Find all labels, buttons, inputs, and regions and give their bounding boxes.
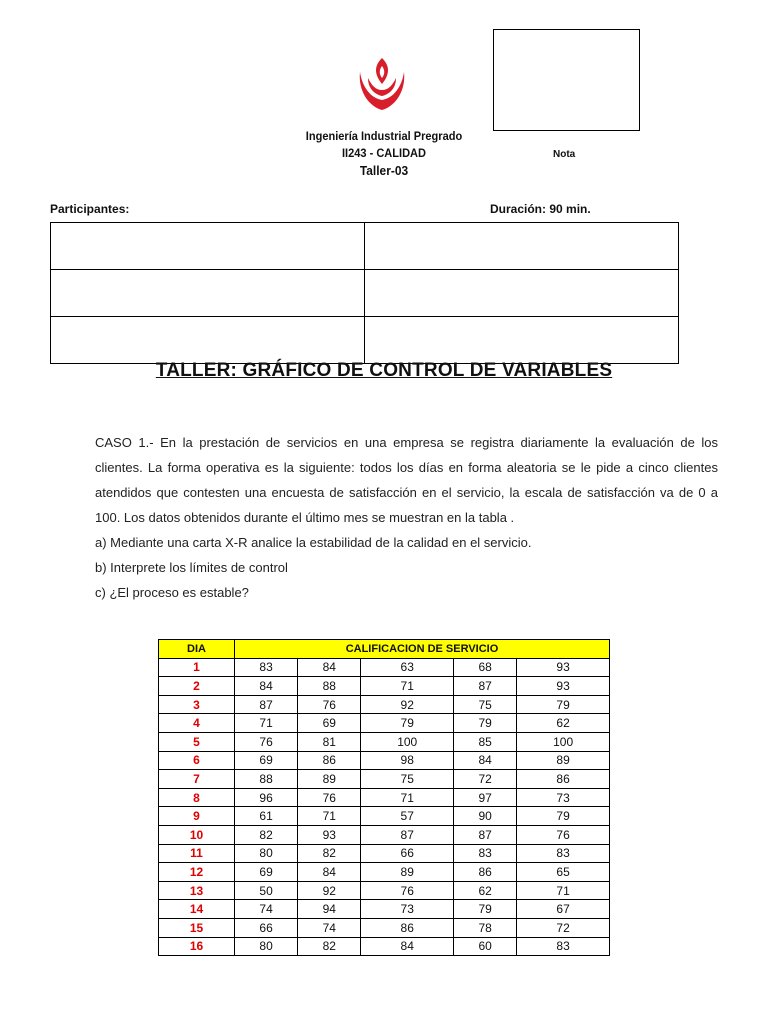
- day-cell: 7: [159, 770, 235, 789]
- rating-cell: 83: [517, 844, 610, 863]
- workshop-number: Taller-03: [359, 163, 409, 178]
- rating-cell: 71: [361, 677, 454, 696]
- rating-cell: 74: [235, 900, 298, 919]
- table-row: [159, 918, 610, 937]
- rating-cell: 74: [298, 918, 361, 937]
- table-row: [159, 881, 610, 900]
- rating-cell: 79: [517, 695, 610, 714]
- case-paragraph: CASO 1.- En la prestación de servicios en una empresa se registra diariamente la evaluación de los clientes. La forma operativa es la siguiente: todos los días en forma aleatoria se le pide a cinco clientes atendidos que contesten una encuesta de satisfacción en el servicio, la escala de satisfacción va de 0 a 100. Los datos obtenidos durante el último mes se muestran en la tabla .: [95, 435, 718, 525]
- rating-cell: 88: [298, 677, 361, 696]
- rating-cell: 83: [454, 844, 517, 863]
- column-header-dia: DIA: [159, 640, 235, 659]
- university-logo-icon: [354, 56, 410, 112]
- rating-cell: 87: [454, 825, 517, 844]
- rating-cell: 80: [235, 937, 298, 956]
- rating-cell: 89: [517, 751, 610, 770]
- rating-cell: 73: [517, 788, 610, 807]
- rating-cell: 89: [298, 770, 361, 789]
- rating-cell: 73: [361, 900, 454, 919]
- day-cell: 2: [159, 677, 235, 696]
- day-cell: 9: [159, 807, 235, 826]
- rating-cell: 88: [235, 770, 298, 789]
- rating-cell: 90: [454, 807, 517, 826]
- rating-cell: 86: [454, 863, 517, 882]
- rating-cell: 87: [454, 677, 517, 696]
- rating-cell: 87: [235, 695, 298, 714]
- rating-cell: 86: [361, 918, 454, 937]
- rating-cell: 66: [361, 844, 454, 863]
- rating-cell: 80: [235, 844, 298, 863]
- table-row: [159, 732, 610, 751]
- case-description: [95, 430, 718, 605]
- day-cell: 12: [159, 863, 235, 882]
- rating-cell: 65: [517, 863, 610, 882]
- rating-cell: 98: [361, 751, 454, 770]
- participant-field[interactable]: [51, 270, 365, 317]
- rating-cell: 69: [298, 714, 361, 733]
- program-name: Ingeniería Industrial Pregrado: [305, 129, 463, 143]
- table-row: [159, 937, 610, 956]
- question-c: c) ¿El proceso es estable?: [95, 585, 249, 600]
- day-cell: 16: [159, 937, 235, 956]
- day-cell: 3: [159, 695, 235, 714]
- rating-cell: 68: [454, 658, 517, 677]
- rating-cell: 76: [517, 825, 610, 844]
- rating-cell: 75: [361, 770, 454, 789]
- day-cell: 5: [159, 732, 235, 751]
- rating-cell: 78: [454, 918, 517, 937]
- rating-cell: 84: [298, 863, 361, 882]
- rating-cell: 71: [298, 807, 361, 826]
- rating-cell: 89: [361, 863, 454, 882]
- question-b: b) Interprete los límites de control: [95, 560, 288, 575]
- rating-cell: 57: [361, 807, 454, 826]
- rating-cell: 93: [517, 658, 610, 677]
- rating-cell: 66: [235, 918, 298, 937]
- rating-cell: 86: [298, 751, 361, 770]
- rating-cell: 67: [517, 900, 610, 919]
- table-row: [159, 788, 610, 807]
- rating-cell: 76: [235, 732, 298, 751]
- table-row: [159, 825, 610, 844]
- table-row: [159, 751, 610, 770]
- participants-table: [50, 222, 679, 364]
- day-cell: 11: [159, 844, 235, 863]
- rating-cell: 85: [454, 732, 517, 751]
- rating-cell: 69: [235, 863, 298, 882]
- grade-box[interactable]: [493, 29, 640, 131]
- rating-cell: 75: [454, 695, 517, 714]
- participant-field[interactable]: [365, 270, 679, 317]
- rating-cell: 76: [298, 695, 361, 714]
- rating-cell: 71: [235, 714, 298, 733]
- rating-cell: 76: [298, 788, 361, 807]
- participant-field[interactable]: [365, 223, 679, 270]
- rating-cell: 100: [517, 732, 610, 751]
- rating-cell: 96: [235, 788, 298, 807]
- rating-cell: 92: [298, 881, 361, 900]
- rating-cell: 83: [517, 937, 610, 956]
- service-rating-table: [158, 639, 610, 956]
- rating-cell: 71: [517, 881, 610, 900]
- day-cell: 10: [159, 825, 235, 844]
- duration-label: Duración: 90 min.: [490, 202, 591, 216]
- day-cell: 8: [159, 788, 235, 807]
- rating-cell: 82: [298, 937, 361, 956]
- rating-cell: 79: [361, 714, 454, 733]
- column-header-calificacion: CALIFICACION DE SERVICIO: [235, 640, 610, 659]
- rating-cell: 69: [235, 751, 298, 770]
- rating-cell: 100: [361, 732, 454, 751]
- rating-cell: 82: [235, 825, 298, 844]
- table-row: [159, 807, 610, 826]
- rating-cell: 84: [361, 937, 454, 956]
- question-a: a) Mediante una carta X-R analice la estabilidad de la calidad en el servicio.: [95, 535, 532, 550]
- rating-cell: 97: [454, 788, 517, 807]
- rating-cell: 82: [298, 844, 361, 863]
- table-row: [159, 900, 610, 919]
- table-row: [159, 695, 610, 714]
- participant-field[interactable]: [51, 317, 365, 364]
- table-row: [159, 658, 610, 677]
- day-cell: 13: [159, 881, 235, 900]
- day-cell: 4: [159, 714, 235, 733]
- rating-cell: 76: [361, 881, 454, 900]
- table-row: [159, 677, 610, 696]
- rating-cell: 71: [361, 788, 454, 807]
- rating-cell: 93: [517, 677, 610, 696]
- rating-cell: 81: [298, 732, 361, 751]
- table-row: [159, 714, 610, 733]
- page-title: TALLER: GRÁFICO DE CONTROL DE VARIABLES: [155, 360, 613, 381]
- rating-cell: 62: [454, 881, 517, 900]
- day-cell: 1: [159, 658, 235, 677]
- participants-label: Participantes:: [50, 202, 130, 216]
- day-cell: 6: [159, 751, 235, 770]
- rating-cell: 63: [361, 658, 454, 677]
- rating-cell: 94: [298, 900, 361, 919]
- rating-cell: 86: [517, 770, 610, 789]
- rating-cell: 84: [298, 658, 361, 677]
- rating-cell: 62: [517, 714, 610, 733]
- participant-field[interactable]: [365, 317, 679, 364]
- table-row: [159, 844, 610, 863]
- rating-cell: 87: [361, 825, 454, 844]
- rating-cell: 60: [454, 937, 517, 956]
- rating-cell: 79: [517, 807, 610, 826]
- rating-cell: 72: [517, 918, 610, 937]
- rating-cell: 50: [235, 881, 298, 900]
- participant-field[interactable]: [51, 223, 365, 270]
- rating-cell: 92: [361, 695, 454, 714]
- rating-cell: 84: [235, 677, 298, 696]
- rating-cell: 79: [454, 714, 517, 733]
- day-cell: 15: [159, 918, 235, 937]
- grade-label: Nota: [553, 149, 576, 160]
- course-code: II243 - CALIDAD: [341, 146, 427, 160]
- day-cell: 14: [159, 900, 235, 919]
- table-row: [159, 770, 610, 789]
- rating-cell: 84: [454, 751, 517, 770]
- rating-cell: 79: [454, 900, 517, 919]
- rating-cell: 83: [235, 658, 298, 677]
- rating-cell: 61: [235, 807, 298, 826]
- rating-cell: 72: [454, 770, 517, 789]
- rating-cell: 93: [298, 825, 361, 844]
- table-row: [159, 863, 610, 882]
